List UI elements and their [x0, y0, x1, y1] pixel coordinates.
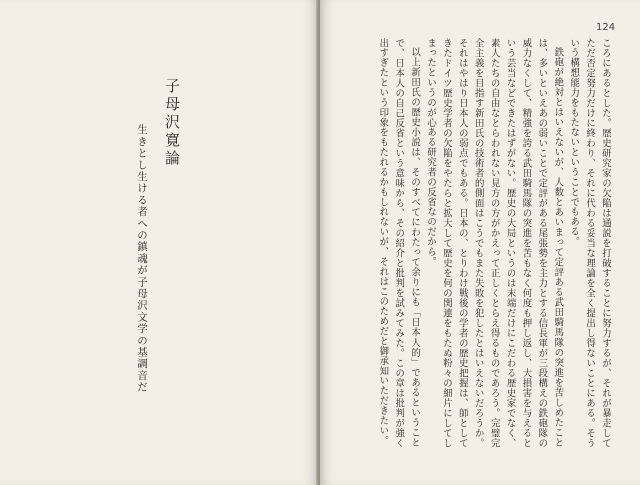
page-number: 124	[596, 22, 616, 33]
left-page	[0, 0, 318, 485]
chapter-title: 子母沢寛論	[163, 78, 181, 168]
chapter-subtitle: 生きとし生ける者への鎮魂が子母沢文学の基調音だ	[136, 124, 148, 394]
paragraph-1: ころにあるとした。歴史研究家の欠陥は通説を打破することに努力するが、それが暴走してただ否定努力だけに終わり、それに代わる妥当な理論を全く提出し得ないことにある。そういう構想能力をもたないということでもある。	[568, 38, 611, 448]
body-text	[355, 38, 613, 448]
paragraph-3: 以上新田氏の歴史小説は、そのすべてにわたって余りにも「日本人的」であるということで、日本人の自己反省という意味から、その紹介と批判を試みてみた。この章は批判が強く出すぎたという印象をもたれるかもしれないが、それはこのためだと御承知いただきたい。	[377, 38, 421, 448]
paragraph-2: 鉄砲が絶対とはいえないが、人数とあいまって定評ある武田騎馬隊の突進を苦しめたことは、多いといえあの弱いことで定評がある尾張勢を主力とする信長軍が三段構えの鉄砲隊の威力なくして、精強を誇る武田騎馬隊の突進を苦もなく何度も押し返し、大損害を与えるという芸当などできたはずがない。歴史の大局というのは末端だけにこだわる歴史家でなく、素人たちの自由なとらわれない見方の方がかえって正しくとらえ得るものであろう。完璧完全主義を目指す新田氏の技術者的側面はこうでもまた失敗を犯したとはいえないだろうか。それはやはり日本人の弱点でもある。日本の、とりわけ戦後の学者の歴史把握は、師としてきたドイツ歴史学者の欠陥をやたらと拡大して歴史を何の関連をもたぬ粉々の細片にしてしまったというのが心ある研究者の反省なのだから。	[425, 38, 564, 448]
